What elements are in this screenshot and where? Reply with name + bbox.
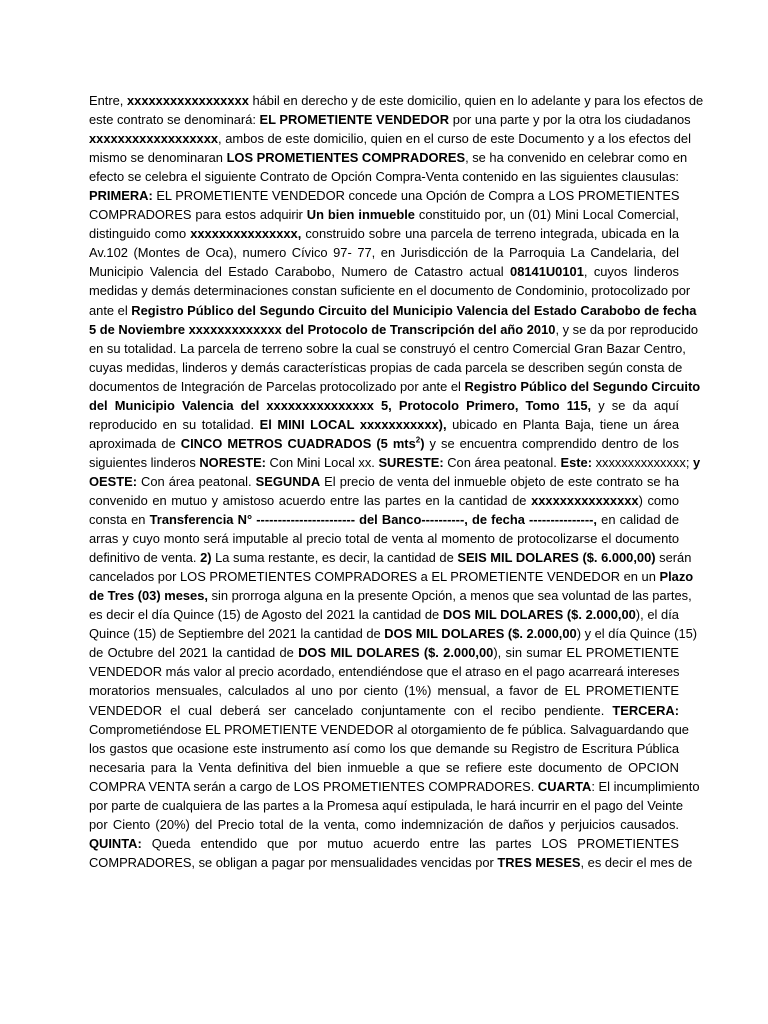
- document-line: [89, 548, 692, 567]
- text-run: ) como: [638, 492, 679, 508]
- text-run: por parte de cualquiera de las partes a la Promesa aquí estipulada, le hará incurrir en el pago del Veinte: [89, 797, 684, 813]
- text-run: efecto se celebra el siguiente Contrato de Opción Compra-Venta contenido en las siguientes clausulas:: [89, 169, 679, 185]
- text-run: VENDEDOR más valor al precio acordado, entendiéndose que el atraso en el pago acarreará intereses: [89, 664, 680, 680]
- document-line: [89, 853, 693, 872]
- document-line: [89, 510, 679, 529]
- document-line: [89, 377, 701, 396]
- bold-text: y: [692, 454, 701, 470]
- text-run: Con área peatonal.: [443, 454, 561, 470]
- bold-text: LOS PROMETIENTES COMPRADORES: [226, 150, 466, 166]
- document-line: [89, 358, 683, 377]
- document-line: [89, 186, 679, 205]
- text-run: COMPRA VENTA serán a cargo de LOS PROMETIENTES COMPRADORES.: [89, 778, 538, 794]
- document-line: [89, 415, 679, 434]
- bold-text: Un bien inmueble: [306, 207, 415, 223]
- text-run: medidas y demás determinaciones constan suficiente en el documento de Condominio, protocolizado por: [89, 283, 691, 299]
- text-run: xxxxxxxxxxxxxx;: [592, 454, 693, 470]
- text-run: y se encuentra comprendido dentro de los: [424, 435, 680, 451]
- text-run: documentos de Integración de Parcelas protocolizado por ante el: [89, 378, 465, 394]
- text-run: convenido en mutuo y amistoso acuerdo entre las partes en la cantidad de: [89, 492, 532, 508]
- document-line: [89, 586, 692, 605]
- text-run: ante el: [89, 302, 132, 318]
- bold-text: CUARTA: [537, 778, 592, 794]
- document-line: [89, 91, 704, 110]
- document-line: [89, 167, 679, 186]
- text-run: COMPRADORES para estos adquirir: [89, 207, 307, 223]
- bold-text: Registro Público del Segundo Circuito del Municipio Valencia del Estado Carabobo de fecha: [131, 302, 697, 318]
- document-line: [89, 643, 679, 662]
- text-run: La suma restante, es decir, la cantidad de: [211, 550, 458, 566]
- bold-text: del Municipio Valencia del xxxxxxxxxxxxxxx 5, Protocolo Primero, Tomo 115,: [89, 397, 592, 413]
- text-run: , se ha convenido en celebrar como en: [465, 150, 688, 166]
- text-run: Entre,: [89, 93, 127, 108]
- text-run: consta en: [89, 512, 150, 528]
- bold-text: DOS MIL DOLARES ($. 2.000,00: [384, 626, 577, 642]
- bold-text: 2: [415, 435, 421, 445]
- document-line: [89, 777, 700, 796]
- text-run: ), sin sumar EL PROMETIENTE: [493, 645, 680, 661]
- bold-text: NORESTE:: [199, 454, 266, 470]
- document-line: [89, 262, 679, 281]
- bold-text: DOS MIL DOLARES ($. 2.000,00: [442, 607, 636, 623]
- text-run: siguientes linderos: [89, 454, 200, 470]
- bold-text: CINCO METROS CUADRADOS (5 mts: [180, 435, 416, 451]
- document-line: [89, 129, 691, 148]
- bold-text: 2): [200, 550, 212, 566]
- text-run: por Ciento (20%) del Precio total de la venta, como indemnización de daños y perjuicios causados.: [89, 816, 679, 832]
- document-line: [89, 662, 679, 681]
- text-run: este contrato se denominará:: [89, 112, 260, 128]
- text-run: , ambos de este domicilio, quien en el curso de este Documento y a los efectos del: [218, 131, 691, 147]
- text-run: en su totalidad. La parcela de terreno sobre la cual se construyó el centro Comercial Gran Bazar Centro,: [89, 340, 686, 356]
- text-run: moratorios mensuales, calculados al uno por ciento (1%) mensual, a favor de EL PROMETIENTE: [89, 683, 679, 699]
- text-run: Con área peatonal.: [137, 473, 256, 489]
- bold-text: xxxxxxxxxxxxxxx,: [190, 226, 302, 242]
- document-line: [89, 243, 679, 262]
- text-run: mismo se denominaran: [89, 150, 227, 166]
- text-run: El precio de venta del inmueble objeto de este contrato se ha: [320, 473, 679, 489]
- document-line: [89, 301, 697, 320]
- document-line: [89, 339, 686, 358]
- text-run: : El incumplimiento: [591, 778, 700, 794]
- text-run: ) y el día Quince (15): [576, 626, 698, 642]
- text-run: necesaria para la Venta definitiva del bien inmueble a que se refiere este documento de OPCION: [89, 759, 679, 775]
- text-run: reproducido en su totalidad.: [89, 416, 260, 432]
- document-line: [89, 148, 688, 167]
- text-run: en calidad de: [597, 512, 679, 528]
- bold-text: SURESTE:: [378, 454, 444, 470]
- document-line: [89, 567, 694, 586]
- text-run: Queda entendido que por mutuo acuerdo entre las partes LOS PROMETIENTES: [141, 835, 679, 851]
- bold-text: xxxxxxxxxxxxxxx: [531, 492, 639, 508]
- bold-text: de Tres (03) meses,: [89, 588, 208, 604]
- text-run: Av.102 (Montes de Oca), numero Cívico 97- 77, en Jurisdicción de la Parroquia La Candelaria, del: [89, 245, 679, 261]
- document-line: [89, 281, 691, 300]
- text-run: los gastos que ocasione este instrumento así como los que demande su Registro de Escritura Pública: [89, 740, 679, 756]
- text-run: aproximada de: [89, 435, 181, 451]
- document-line: [89, 605, 679, 624]
- document-line: [89, 529, 679, 548]
- document-line: [89, 491, 679, 510]
- text-run: , es decir el mes de: [580, 854, 693, 870]
- text-run: EL PROMETIENTE VENDEDOR concede una Opción de Compra a LOS PROMETIENTES: [152, 188, 680, 204]
- text-run: Municipio Valencia del Estado Carabobo, Numero de Catastro actual: [89, 264, 511, 280]
- document-line: [89, 472, 679, 491]
- bold-text: SEGUNDA: [255, 473, 321, 489]
- document-line: [89, 758, 679, 777]
- text-run: Con Mini Local xx.: [265, 454, 379, 470]
- bold-text: PRIMERA:: [89, 188, 153, 204]
- text-run: distinguido como: [89, 226, 191, 242]
- bold-text: Este:: [560, 454, 592, 470]
- document-page: [89, 91, 704, 872]
- text-run: por una parte y por la otra los ciudadanos: [449, 112, 691, 128]
- bold-text: EL PROMETIENTE VENDEDOR: [259, 112, 450, 128]
- bold-text: TRES MESES: [497, 854, 581, 870]
- text-run: constituido por, un (01) Mini Local Comercial,: [414, 207, 679, 223]
- document-line: [89, 796, 684, 815]
- document-line: [89, 739, 679, 758]
- text-run: , cuyos linderos: [583, 264, 679, 280]
- text-run: sin prorroga alguna en la presente Opción, a menos que sea voluntad de las partes,: [207, 588, 692, 604]
- document-line: [89, 701, 679, 720]
- document-line: [89, 720, 689, 739]
- document-line: [89, 205, 679, 224]
- text-run: serán: [655, 550, 692, 566]
- text-run: ), el día: [635, 607, 679, 623]
- bold-text: xxxxxxxxxxxxxxxxx: [126, 93, 249, 108]
- text-run: arras y cuyo monto será imputable al precio total de venta al momento de protocolizarse el documento: [89, 531, 679, 547]
- text-run: hábil en derecho y de este domicilio, quien en lo adelante y para los efectos de: [248, 93, 704, 108]
- document-line: [89, 681, 679, 700]
- text-run: cuyas medidas, linderos y demás características propias de cada parcela se describen según consta de: [89, 359, 683, 375]
- bold-text: OESTE:: [89, 473, 137, 489]
- text-run: VENDEDOR el cual deberá ser cancelado conjuntamente con el recibo pendiente.: [89, 702, 613, 718]
- bold-text: El MINI LOCAL xxxxxxxxxxx),: [259, 416, 447, 432]
- document-line: [89, 434, 679, 453]
- bold-text: 5 de Noviembre xxxxxxxxxxxxx del Protocolo de Transcripción del año 2010: [89, 321, 556, 337]
- document-line: [89, 815, 679, 834]
- text-run: , y se da por reproducido: [555, 321, 699, 337]
- document-line: [89, 624, 698, 643]
- bold-text: Transferencia N° ----------------------- del Banco----------, de fecha ---------------,: [149, 512, 597, 528]
- document-line: [89, 110, 691, 129]
- bold-text: Registro Público del Segundo Circuito: [464, 378, 701, 394]
- document-line: [89, 224, 679, 243]
- text-run: definitivo de venta.: [89, 550, 201, 566]
- text-run: cancelados por LOS PROMETIENTES COMPRADORES a EL PROMETIENTE VENDEDOR en un: [89, 569, 660, 585]
- bold-text: SEIS MIL DOLARES ($. 6.000,00): [457, 550, 656, 566]
- bold-text: TERCERA:: [612, 702, 679, 718]
- text-run: es decir el día Quince (15) de Agosto del 2021 la cantidad de: [89, 607, 443, 623]
- bold-text: QUINTA:: [89, 835, 142, 851]
- bold-text: xxxxxxxxxxxxxxxxxx: [89, 131, 219, 147]
- document-line: [89, 396, 679, 415]
- document-line: [89, 834, 679, 853]
- text-run: Comprometiéndose EL PROMETIENTE VENDEDOR al otorgamiento de fe pública. Salvaguardando que: [89, 721, 689, 737]
- document-line: [89, 320, 699, 339]
- bold-text: DOS MIL DOLARES ($. 2.000,00: [298, 645, 494, 661]
- bold-text: 08141U0101: [510, 264, 584, 280]
- text-run: Quince (15) de Septiembre del 2021 la cantidad de: [89, 626, 385, 642]
- text-run: ubicado en Planta Baja, tiene un área: [446, 416, 679, 432]
- bold-text: ): [420, 435, 425, 451]
- bold-text: Plazo: [659, 569, 694, 585]
- text-run: COMPRADORES, se obligan a pagar por mensualidades vencidas por: [89, 854, 498, 870]
- text-run: de Octubre del 2021 la cantidad de: [89, 645, 299, 661]
- text-run: construido sobre una parcela de terreno integrada, ubicada en la: [301, 226, 679, 242]
- text-run: y se da aquí: [591, 397, 679, 413]
- document-line: [89, 453, 701, 472]
